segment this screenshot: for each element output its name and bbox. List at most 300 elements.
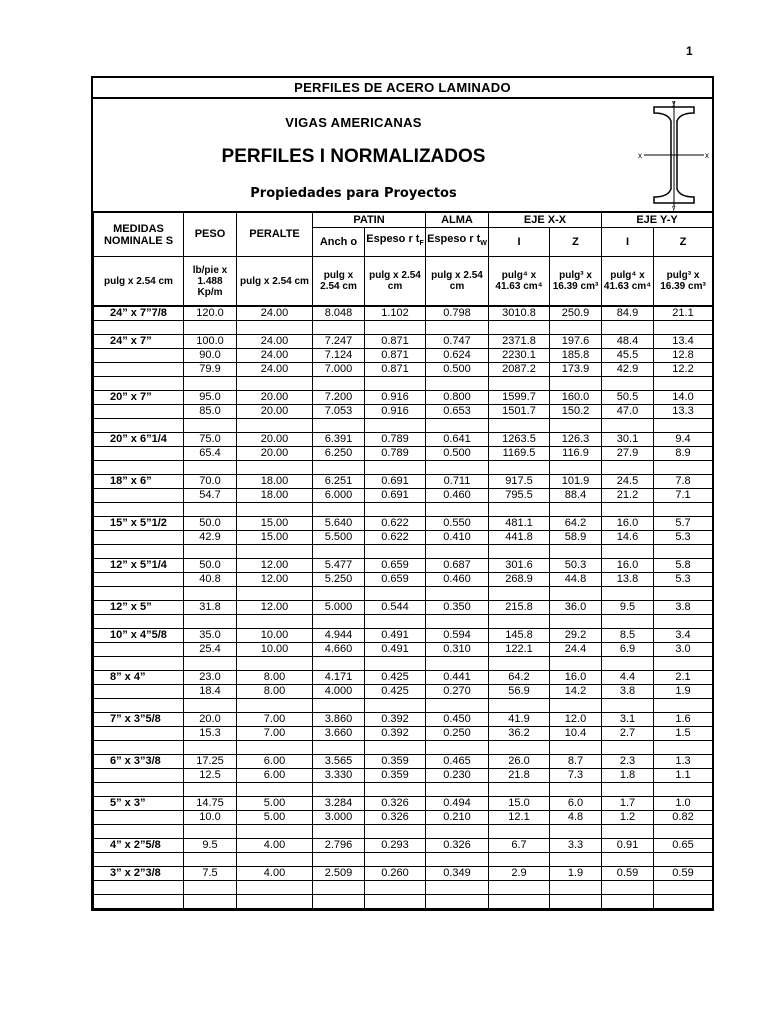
table-cell: 4.4 xyxy=(602,671,654,685)
table-cell: 215.8 xyxy=(489,601,550,615)
table-cell xyxy=(489,587,550,601)
table-cell: 4” x 2”5/8 xyxy=(94,839,184,853)
table-row xyxy=(94,811,713,825)
table-row xyxy=(94,727,713,741)
table-cell xyxy=(237,321,313,335)
table-cell xyxy=(602,545,654,559)
table-cell xyxy=(94,783,184,797)
table-cell: 0.210 xyxy=(426,811,489,825)
header-i-x: I xyxy=(489,228,550,257)
unit-i-y: pulg⁴ x 41.63 cm⁴ xyxy=(602,257,654,307)
table-cell: 1.1 xyxy=(654,769,713,783)
section-caption: Propiedades para Proyectos xyxy=(250,186,457,201)
table-cell: 8.00 xyxy=(237,685,313,699)
table-cell xyxy=(237,853,313,867)
table-cell xyxy=(602,783,654,797)
table-cell: 18.00 xyxy=(237,475,313,489)
table-cell xyxy=(184,825,237,839)
table-cell: 0.622 xyxy=(365,531,426,545)
table-cell: 7.00 xyxy=(237,727,313,741)
table-cell xyxy=(237,377,313,391)
table-cell xyxy=(654,321,713,335)
table-cell xyxy=(184,881,237,895)
table-cell xyxy=(550,419,602,433)
table-row xyxy=(94,306,713,321)
table-cell xyxy=(94,825,184,839)
table-cell xyxy=(237,461,313,475)
table-cell: 0.425 xyxy=(365,685,426,699)
table-cell: 0.800 xyxy=(426,391,489,405)
table-cell: 7.124 xyxy=(313,349,365,363)
table-cell: 5.500 xyxy=(313,531,365,545)
table-cell: 41.9 xyxy=(489,713,550,727)
table-cell: 3.8 xyxy=(602,685,654,699)
table-cell: 0.594 xyxy=(426,629,489,643)
axis-label-y-top: y xyxy=(672,100,676,107)
table-cell: 0.550 xyxy=(426,517,489,531)
table-cell xyxy=(654,825,713,839)
table-cell xyxy=(602,699,654,713)
table-cell: 5.3 xyxy=(654,573,713,587)
table-cell xyxy=(94,531,184,545)
table-cell xyxy=(184,461,237,475)
table-cell: 18.00 xyxy=(237,489,313,503)
table-cell xyxy=(489,895,550,909)
table-cell: 14.75 xyxy=(184,797,237,811)
table-cell: 45.5 xyxy=(602,349,654,363)
table-row xyxy=(94,783,713,797)
table-cell: 21.2 xyxy=(602,489,654,503)
table-row xyxy=(94,447,713,461)
axis-label-x-right: x xyxy=(705,151,709,160)
table-cell: 0.871 xyxy=(365,335,426,349)
table-cell: 441.8 xyxy=(489,531,550,545)
table-cell xyxy=(94,811,184,825)
table-cell: 1.3 xyxy=(654,755,713,769)
table-cell: 5.8 xyxy=(654,559,713,573)
header-eje-yy: EJE Y-Y xyxy=(602,213,713,228)
table-cell: 50.0 xyxy=(184,559,237,573)
table-cell: 3.660 xyxy=(313,727,365,741)
table-cell: 42.9 xyxy=(184,531,237,545)
table-cell xyxy=(489,615,550,629)
table-cell: 3.8 xyxy=(654,601,713,615)
table-cell xyxy=(365,881,426,895)
header-espesor-w: Espeso r $t_W$ xyxy=(426,228,489,257)
table-cell: 5.250 xyxy=(313,573,365,587)
table-cell: 27.9 xyxy=(602,447,654,461)
table-cell xyxy=(94,363,184,377)
properties-table xyxy=(93,212,713,909)
table-cell xyxy=(365,699,426,713)
table-cell xyxy=(237,545,313,559)
table-cell xyxy=(654,853,713,867)
table-cell xyxy=(426,321,489,335)
table-cell xyxy=(654,881,713,895)
table-cell: 8.048 xyxy=(313,306,365,321)
table-cell xyxy=(602,741,654,755)
table-cell: 12.0 xyxy=(550,713,602,727)
table-cell: 6.9 xyxy=(602,643,654,657)
table-row xyxy=(94,685,713,699)
table-cell: 0.687 xyxy=(426,559,489,573)
table-cell xyxy=(365,615,426,629)
table-cell: 0.653 xyxy=(426,405,489,419)
header-eje-xx: EJE X-X xyxy=(489,213,602,228)
table-cell xyxy=(654,545,713,559)
table-cell: 14.2 xyxy=(550,685,602,699)
table-cell: 56.9 xyxy=(489,685,550,699)
table-cell xyxy=(184,895,237,909)
table-cell: 0.491 xyxy=(365,629,426,643)
table-cell: 8.00 xyxy=(237,671,313,685)
page-number: 1 xyxy=(686,44,693,58)
table-cell xyxy=(550,825,602,839)
table-cell xyxy=(313,741,365,755)
unit-espesor-f: pulg x 2.54 cm xyxy=(365,257,426,307)
table-cell xyxy=(426,825,489,839)
table-cell: 42.9 xyxy=(602,363,654,377)
table-cell: 50.0 xyxy=(184,517,237,531)
table-cell: 101.9 xyxy=(550,475,602,489)
table-row xyxy=(94,895,713,909)
table-cell xyxy=(365,853,426,867)
table-cell: 8.7 xyxy=(550,755,602,769)
header-patin: PATIN xyxy=(313,213,426,228)
table-cell: 7.00 xyxy=(237,713,313,727)
table-cell: 12.00 xyxy=(237,601,313,615)
table-cell xyxy=(550,321,602,335)
table-cell xyxy=(94,853,184,867)
table-cell: 20” x 6”1/4 xyxy=(94,433,184,447)
table-cell: 2.9 xyxy=(489,867,550,881)
axis-label-y-bottom: y xyxy=(672,205,676,211)
table-cell xyxy=(365,377,426,391)
section-subtitle: VIGAS AMERICANAS xyxy=(285,115,422,130)
table-cell xyxy=(489,657,550,671)
table-row xyxy=(94,615,713,629)
table-cell: 100.0 xyxy=(184,335,237,349)
table-cell: 1.8 xyxy=(602,769,654,783)
table-cell: 1263.5 xyxy=(489,433,550,447)
table-cell: 10.4 xyxy=(550,727,602,741)
table-cell xyxy=(550,461,602,475)
table-cell: 116.9 xyxy=(550,447,602,461)
table-cell: 7” x 3”5/8 xyxy=(94,713,184,727)
table-row xyxy=(94,867,713,881)
table-cell: 0.622 xyxy=(365,517,426,531)
table-cell: 5.3 xyxy=(654,531,713,545)
table-cell xyxy=(94,545,184,559)
table-cell: 0.691 xyxy=(365,489,426,503)
table-cell xyxy=(550,657,602,671)
table-cell xyxy=(602,419,654,433)
table-cell: 84.9 xyxy=(602,306,654,321)
table-cell: 20.00 xyxy=(237,405,313,419)
table-cell xyxy=(489,461,550,475)
table-cell: 24.5 xyxy=(602,475,654,489)
table-cell xyxy=(313,545,365,559)
table-cell: 122.1 xyxy=(489,643,550,657)
table-cell xyxy=(654,699,713,713)
table-cell: 0.460 xyxy=(426,573,489,587)
table-row xyxy=(94,377,713,391)
table-cell: 20.0 xyxy=(184,713,237,727)
table-cell: 0.359 xyxy=(365,755,426,769)
table-cell: 0.711 xyxy=(426,475,489,489)
table-row xyxy=(94,461,713,475)
table-row xyxy=(94,587,713,601)
table-row xyxy=(94,671,713,685)
table-cell: 1.2 xyxy=(602,811,654,825)
table-cell xyxy=(237,615,313,629)
table-cell: 12” x 5” xyxy=(94,601,184,615)
table-cell: 3010.8 xyxy=(489,306,550,321)
table-cell xyxy=(426,741,489,755)
table-cell xyxy=(654,615,713,629)
table-cell: 0.410 xyxy=(426,531,489,545)
table-cell xyxy=(313,783,365,797)
table-cell: 7.247 xyxy=(313,335,365,349)
table-cell: 85.0 xyxy=(184,405,237,419)
table-cell: 15.0 xyxy=(489,797,550,811)
table-cell: 5.477 xyxy=(313,559,365,573)
table-row xyxy=(94,503,713,517)
table-cell xyxy=(94,419,184,433)
table-cell xyxy=(94,615,184,629)
header-medidas: MEDIDAS NOMINALE S xyxy=(94,213,184,257)
table-cell xyxy=(550,615,602,629)
table-cell: 0.441 xyxy=(426,671,489,685)
table-cell xyxy=(654,657,713,671)
table-cell xyxy=(426,377,489,391)
table-cell: 0.659 xyxy=(365,573,426,587)
table-cell xyxy=(365,503,426,517)
table-cell xyxy=(602,321,654,335)
table-cell xyxy=(426,461,489,475)
table-cell: 64.2 xyxy=(489,671,550,685)
table-row xyxy=(94,531,713,545)
header-box xyxy=(93,99,712,212)
table-cell: 1501.7 xyxy=(489,405,550,419)
table-cell xyxy=(94,503,184,517)
table-cell: 4.00 xyxy=(237,867,313,881)
table-cell xyxy=(94,405,184,419)
table-row xyxy=(94,797,713,811)
table-cell: 58.9 xyxy=(550,531,602,545)
table-cell: 12.2 xyxy=(654,363,713,377)
table-cell: 15.00 xyxy=(237,531,313,545)
table-row xyxy=(94,713,713,727)
table-cell: 0.460 xyxy=(426,489,489,503)
header-peralte: PERALTE xyxy=(237,213,313,257)
table-cell: 24” x 7”7/8 xyxy=(94,306,184,321)
table-cell: 7.053 xyxy=(313,405,365,419)
table-cell xyxy=(184,783,237,797)
table-cell xyxy=(426,657,489,671)
table-cell: 0.392 xyxy=(365,713,426,727)
table-cell xyxy=(184,419,237,433)
table-cell xyxy=(489,853,550,867)
axis-label-x-left: x xyxy=(638,151,642,160)
table-cell xyxy=(602,657,654,671)
unit-z-x: pulg³ x 16.39 cm³ xyxy=(550,257,602,307)
table-cell: 173.9 xyxy=(550,363,602,377)
table-cell: 3.0 xyxy=(654,643,713,657)
unit-z-y: pulg³ x 16.39 cm³ xyxy=(654,257,713,307)
table-cell: 24.00 xyxy=(237,335,313,349)
table-cell: 0.491 xyxy=(365,643,426,657)
table-cell: 24.00 xyxy=(237,306,313,321)
table-cell: 2.3 xyxy=(602,755,654,769)
table-cell: 16.0 xyxy=(550,671,602,685)
table-cell: 0.747 xyxy=(426,335,489,349)
table-cell: 0.59 xyxy=(654,867,713,881)
table-cell: 6.000 xyxy=(313,489,365,503)
table-row xyxy=(94,825,713,839)
table-cell xyxy=(237,783,313,797)
header-alma: ALMA xyxy=(426,213,489,228)
table-cell: 50.3 xyxy=(550,559,602,573)
table-cell: 14.0 xyxy=(654,391,713,405)
table-row xyxy=(94,601,713,615)
table-cell: 4.000 xyxy=(313,685,365,699)
table-cell xyxy=(654,503,713,517)
table-cell xyxy=(602,895,654,909)
table-cell: 24” x 7” xyxy=(94,335,184,349)
table-cell: 5.00 xyxy=(237,797,313,811)
table-cell xyxy=(184,545,237,559)
table-cell: 24.00 xyxy=(237,363,313,377)
table-row xyxy=(94,741,713,755)
table-cell xyxy=(654,741,713,755)
table-cell: 15” x 5”1/2 xyxy=(94,517,184,531)
table-cell: 917.5 xyxy=(489,475,550,489)
table-cell: 6.391 xyxy=(313,433,365,447)
table-cell xyxy=(365,419,426,433)
table-cell xyxy=(550,377,602,391)
table-cell xyxy=(489,503,550,517)
table-cell: 0.789 xyxy=(365,433,426,447)
table-cell: 0.691 xyxy=(365,475,426,489)
table-cell: 9.5 xyxy=(184,839,237,853)
table-cell xyxy=(365,461,426,475)
table-cell: 6.251 xyxy=(313,475,365,489)
table-cell: 31.8 xyxy=(184,601,237,615)
unit-espesor-w: pulg x 2.54 cm xyxy=(426,257,489,307)
table-row xyxy=(94,391,713,405)
table-cell xyxy=(365,783,426,797)
table-cell: 8” x 4” xyxy=(94,671,184,685)
table-cell: 13.4 xyxy=(654,335,713,349)
table-cell xyxy=(489,419,550,433)
table-cell xyxy=(489,783,550,797)
table-cell: 7.8 xyxy=(654,475,713,489)
table-cell xyxy=(94,461,184,475)
table-cell xyxy=(184,699,237,713)
table-cell: 0.544 xyxy=(365,601,426,615)
table-cell: 95.0 xyxy=(184,391,237,405)
table-cell xyxy=(602,461,654,475)
table-cell xyxy=(184,503,237,517)
table-cell: 40.8 xyxy=(184,573,237,587)
table-cell: 6” x 3”3/8 xyxy=(94,755,184,769)
table-cell: 12.1 xyxy=(489,811,550,825)
table-cell: 0.349 xyxy=(426,867,489,881)
table-cell: 0.916 xyxy=(365,391,426,405)
table-cell: 0.326 xyxy=(365,811,426,825)
table-cell xyxy=(237,419,313,433)
table-cell: 0.500 xyxy=(426,363,489,377)
header-i-y: I xyxy=(602,228,654,257)
table-cell: 126.3 xyxy=(550,433,602,447)
table-cell xyxy=(237,587,313,601)
table-cell xyxy=(654,461,713,475)
table-row xyxy=(94,699,713,713)
table-cell xyxy=(489,825,550,839)
table-row xyxy=(94,517,713,531)
table-cell xyxy=(237,699,313,713)
table-cell: 0.260 xyxy=(365,867,426,881)
table-cell: 20” x 7” xyxy=(94,391,184,405)
table-cell: 3.330 xyxy=(313,769,365,783)
table-cell xyxy=(602,503,654,517)
table-row xyxy=(94,839,713,853)
table-cell: 9.5 xyxy=(602,601,654,615)
table-cell: 1.6 xyxy=(654,713,713,727)
table-cell xyxy=(654,783,713,797)
table-cell: 48.4 xyxy=(602,335,654,349)
table-cell: 0.310 xyxy=(426,643,489,657)
table-cell xyxy=(184,741,237,755)
table-cell xyxy=(654,377,713,391)
table-cell xyxy=(237,657,313,671)
table-cell xyxy=(654,895,713,909)
table-cell: 3.4 xyxy=(654,629,713,643)
table-cell xyxy=(489,321,550,335)
table-cell: 18” x 6” xyxy=(94,475,184,489)
table-cell: 0.916 xyxy=(365,405,426,419)
table-cell: 25.4 xyxy=(184,643,237,657)
unit-ancho: pulg x 2.54 cm xyxy=(313,257,365,307)
table-cell xyxy=(602,825,654,839)
table-cell: 250.9 xyxy=(550,306,602,321)
table-cell: 1.102 xyxy=(365,306,426,321)
table-row xyxy=(94,419,713,433)
table-cell: 24.4 xyxy=(550,643,602,657)
table-cell xyxy=(237,825,313,839)
table-cell xyxy=(426,545,489,559)
table-cell: 2.796 xyxy=(313,839,365,853)
table-cell xyxy=(602,881,654,895)
table-cell xyxy=(313,503,365,517)
table-row xyxy=(94,363,713,377)
table-cell: 0.293 xyxy=(365,839,426,853)
document-frame xyxy=(91,76,714,911)
table-cell: 36.0 xyxy=(550,601,602,615)
table-cell xyxy=(426,783,489,797)
table-cell: 7.200 xyxy=(313,391,365,405)
table-cell: 5.00 xyxy=(237,811,313,825)
table-cell: 0.230 xyxy=(426,769,489,783)
table-row xyxy=(94,349,713,363)
table-cell xyxy=(94,769,184,783)
table-cell xyxy=(313,699,365,713)
document-title: PERFILES DE ACERO LAMINADO xyxy=(93,78,712,99)
table-cell xyxy=(489,377,550,391)
table-cell: 44.8 xyxy=(550,573,602,587)
table-cell xyxy=(94,657,184,671)
